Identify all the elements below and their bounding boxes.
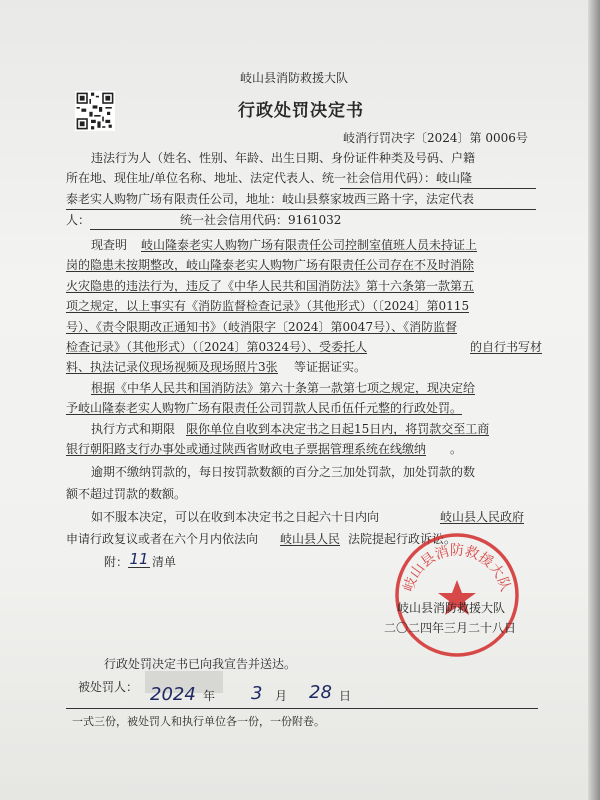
qr-code-icon [75,91,115,131]
credit-code: 统一社会信用代码：9161032 [180,213,342,227]
facts-line-4: 项之规定，以上事实有《消防监督检查记录》（其他形式）（〔2024〕第0115 [66,299,470,313]
facts-line-6: 检查记录》（其他形式）（〔2024〕第0324号）、受委托人 [66,340,368,354]
official-seal-stamp [392,530,522,660]
appeal-line-2: 申请行政复议或者在六个月内依法向 [66,532,259,546]
receipt-line: 行政处罚决定书已向我宣告并送达。 [104,657,297,671]
year-label: 年 [203,689,216,703]
facts-line-2: 岗的隐患未按期整改，岐山隆泰老实人购物广场有限责任公司存在不及时消除 [66,258,475,272]
offender-line-1: 违法行为人（姓名、性别、年龄、出生日期、身份证件种类及号码、户籍 [91,151,476,165]
appeal-gov: 岐山县人民政府 [440,510,525,524]
stamp-text: 岐山县消防救援大队 [400,543,514,594]
late-line-1: 逾期不缴纳罚款的，每日按罚款数额的百分之三加处罚款，加处罚款的数 [91,465,476,479]
month-label: 月 [275,689,288,703]
underline [66,209,536,210]
appeal-line-1: 如不服本决定，可以在收到本决定书之日起六十日内向 [91,510,380,524]
appeal-line-2-end: 法院提起行政诉讼。 [348,532,457,546]
recipient-label: 被处罚人： [78,680,139,694]
receipt-day: 28 [309,682,332,703]
facts-line-3: 火灾隐患的违法行为，违反了《中华人民共和国消防法》第十六条第一款第五 [66,279,475,293]
org-name: 岐山县消防救援大队 [240,71,349,85]
facts-label: 现查明 [91,238,128,252]
decision-line-2: 予岐山隆泰老实人购物广场有限责任公司罚款人民币伍仟元整的行政处罚。 [66,401,463,415]
page-edge-shadow [588,0,600,800]
attachment-count: 11 [129,550,149,568]
execution-line-2-end: 。 [450,442,463,456]
receipt-month: 3 [251,683,263,704]
underline [340,188,536,189]
footer-divider [66,708,538,709]
attachment-label: 附： [104,555,129,569]
underline [90,229,320,230]
facts-line-6-end: 的自行书写材 [470,340,543,354]
facts-line-7-end: 等证据证实。 [294,360,367,374]
footer-note: 一式三份，被处罚人和执行单位各一份，一份附卷。 [72,715,325,728]
signature-date: 二〇二四年三月二十八日 [384,621,517,635]
offender-line-4-prefix: 人： [66,213,91,227]
offender-line-3: 泰老实人购物广场有限责任公司，地址：岐山县蔡家坡西三路十字，法定代表 [66,192,475,206]
day-label: 日 [339,689,352,703]
late-line-2: 额不超过罚款的数额。 [66,487,187,501]
offender-line-2: 所在地、现住址/单位名称、地址、法定代表人、统一社会信用代码）：岐山隆 [66,171,473,185]
facts-line-1: 岐山隆泰老实人购物广场有限责任公司控制室值班人员未持证上 [141,238,478,252]
appeal-court: 岐山县人民 [280,532,341,546]
execution-line-1: 限你单位自收到本决定书之日起15日内，将罚款交至工商 [186,422,490,436]
decision-line-1: 根据《中华人民共和国消防法》第六十条第一款第七项之规定，现决定给 [91,381,476,395]
receipt-year: 2024 [150,684,196,705]
facts-line-5: 号）、《责令限期改正通知书》（岐消限字〔2024〕第0047号）、《消防监督 [66,320,458,334]
doc-title: 行政处罚决定书 [238,101,364,121]
attachment-suffix: 清单 [152,555,177,569]
execution-label: 执行方式和期限 [91,422,176,436]
signature-org: 岐山县消防救援大队 [397,601,506,615]
doc-number: 岐消行罚决字〔2024〕第 0006号 [343,131,528,145]
execution-line-2: 银行朝阳路支行办事处或通过陕西省财政电子票据管理系统在线缴纳 [66,442,427,456]
facts-line-7: 料、执法记录仪现场视频及现场照片3张 [66,360,278,374]
